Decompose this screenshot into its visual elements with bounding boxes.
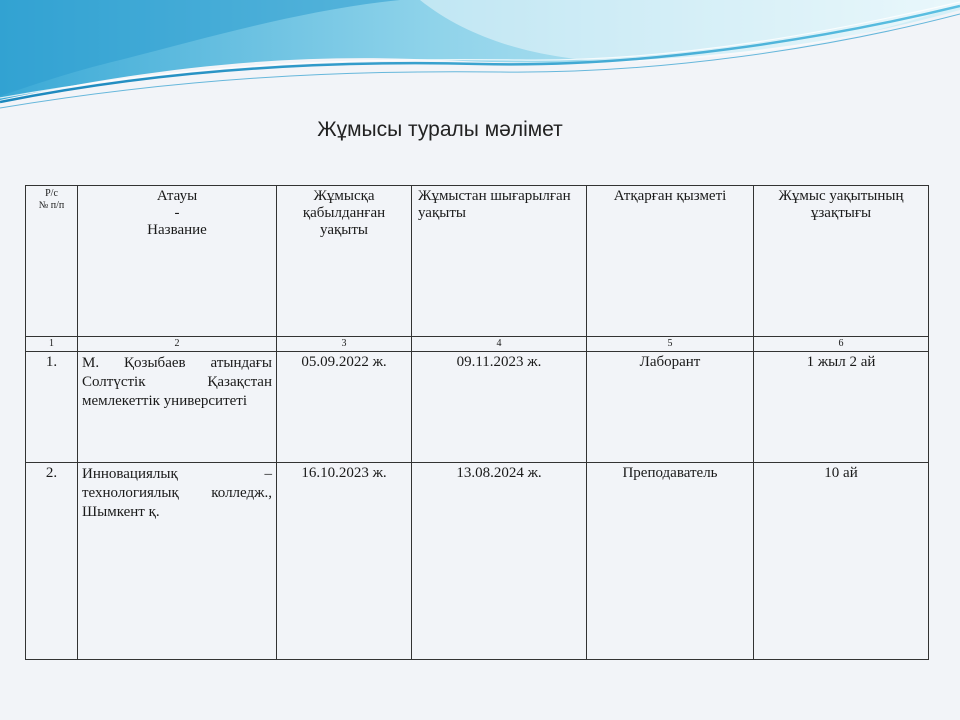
column-number: 5 (587, 337, 754, 352)
row-hired: 05.09.2022 ж. (277, 352, 412, 463)
row-hired: 16.10.2023 ж. (277, 463, 412, 660)
header-num-line1: Р/с (45, 188, 58, 199)
row-position: Лаборант (587, 352, 754, 463)
row-dismissed: 09.11.2023 ж. (412, 352, 587, 463)
decorative-wave-header (0, 0, 960, 130)
header-dismissed: Жұмыстан шығарылған уақыты (412, 186, 587, 337)
table-header-row (26, 186, 929, 337)
header-name-line1: Атауы (156, 188, 198, 204)
column-number: 2 (78, 337, 277, 352)
row-name: М. Қозыбаев атындағы Солтүстік Қазақстан мемлекеттік университеті (78, 352, 277, 463)
column-number-row (26, 337, 929, 352)
row-dismissed: 13.08.2024 ж. (412, 463, 587, 660)
header-position: Атқарған қызметі (587, 186, 754, 337)
work-history-table (25, 185, 929, 660)
row-num: 2. (26, 463, 78, 660)
row-name: Инновациялық – технологиялық колледж., Шымкент қ. (78, 463, 277, 660)
column-number: 3 (277, 337, 412, 352)
header-hired: Жұмысқа қабылданған уақыты (277, 186, 412, 337)
header-name (78, 186, 277, 337)
header-num-line2: № п/п (38, 200, 65, 211)
header-name-line2: - (174, 205, 180, 221)
row-position: Преподаватель (587, 463, 754, 660)
page-title: Жұмысы туралы мәлімет (317, 118, 563, 141)
header-num (26, 186, 78, 337)
row-num: 1. (26, 352, 78, 463)
table-row (26, 463, 929, 660)
header-duration: Жұмыс уақытының ұзақтығы (754, 186, 929, 337)
column-number: 4 (412, 337, 587, 352)
row-duration: 10 ай (754, 463, 929, 660)
column-number: 1 (26, 337, 78, 352)
table-row (26, 352, 929, 463)
column-number: 6 (754, 337, 929, 352)
header-name-line3: Название (147, 222, 207, 238)
row-duration: 1 жыл 2 ай (754, 352, 929, 463)
